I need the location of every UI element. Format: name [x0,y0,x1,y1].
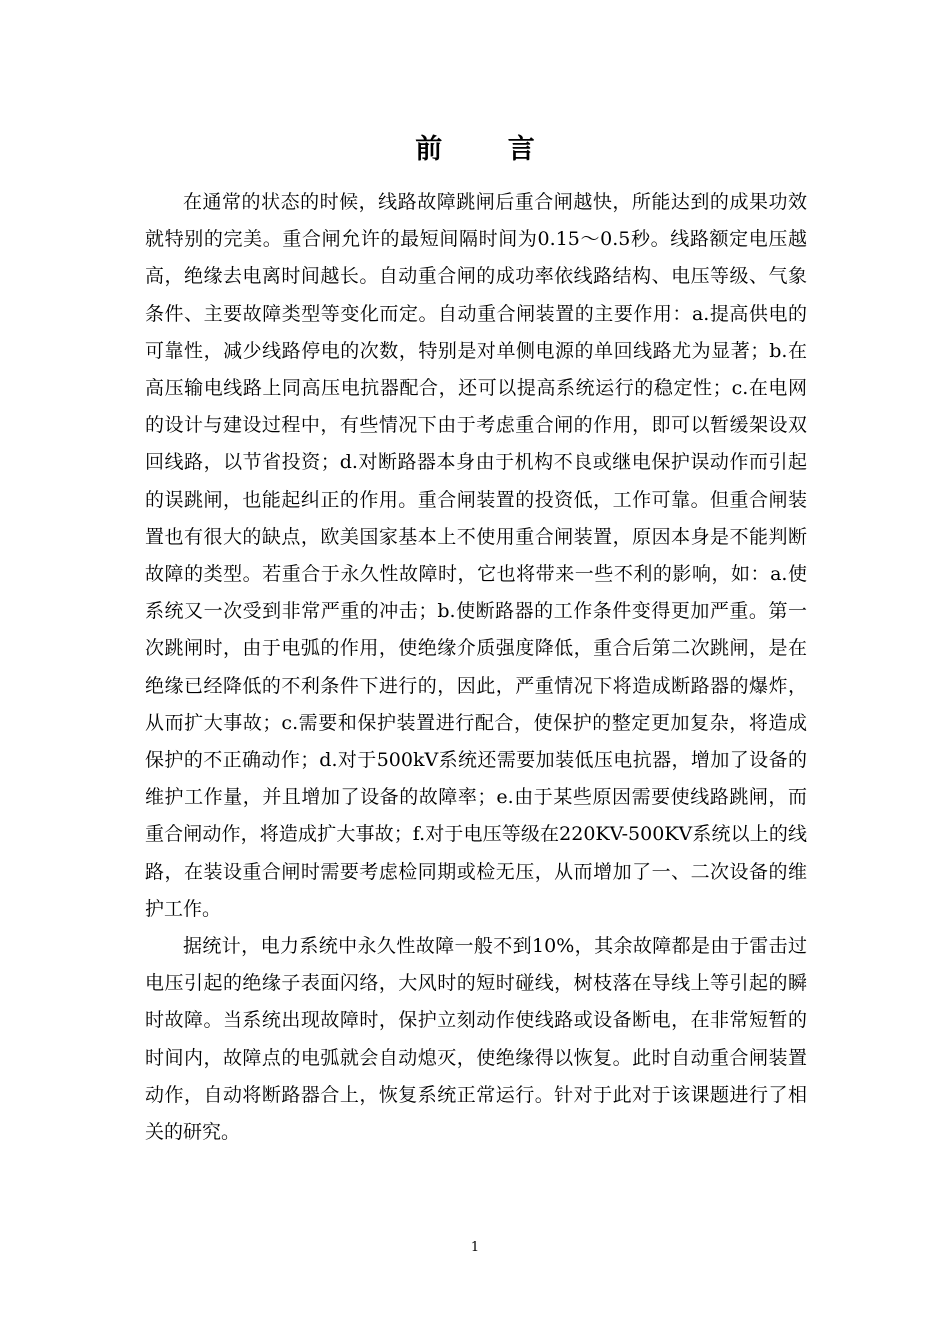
paragraph-1: 在通常的状态的时候，线路故障跳闸后重合闸越快，所能达到的成果功效就特别的完美。重合闸允许的最短间隔时间为0.15～0.5秒。线路额定电压越高，绝缘去电离时间越长。自动重合闸的成功率依线路结构、电压等级、气象条件、主要故障类型等变化而定。自动重合闸装置的主要作用：a.提高供电的可靠性，减少线路停电的次数，特别是对单侧电源的单回线路尤为显著；b.在高压输电线路上同高压电抗器配合，还可以提高系统运行的稳定性；c.在电网的设计与建设过程中，有些情况下由于考虑重合闸的作用，即可以暂缓架设双回线路，以节省投资；d.对断路器本身由于机构不良或继电保护误动作而引起的误跳闸，也能起纠正的作用。重合闸装置的投资低，工作可靠。但重合闸装置也有很大的缺点，欧美国家基本上不使用重合闸装置，原因本身是不能判断故障的类型。若重合于永久性故障时，它也将带来一些不利的影响，如：a.使系统又一次受到非常严重的冲击；b.使断路器的工作条件变得更加严重。第一次跳闸时，由于电弧的作用，使绝缘介质强度降低，重合后第二次跳闸，是在绝缘已经降低的不利条件下进行的，因此，严重情况下将造成断路器的爆炸，从而扩大事故；c.需要和保护装置进行配合，使保护的整定更加复杂，将造成保护的不正确动作；d.对于500kV系统还需要加装低压电抗器，增加了设备的维护工作量，并且增加了设备的故障率；e.由于某些原因需要使线路跳闸，而重合闸动作，将造成扩大事故；f.对于电压等级在220KV-500KV系统以上的线路，在装设重合闸时需要考虑检同期或检无压，从而增加了一、二次设备的维护工作。 [145,191,807,920]
page-number: 1 [470,1240,480,1255]
body-text [145,184,807,1151]
page-title: 前 言 [415,134,563,165]
paragraph-2: 据统计，电力系统中永久性故障一般不到10%，其余故障都是由于雷击过电压引起的绝缘子表面闪络，大风时的短时碰线，树枝落在导线上等引起的瞬时故障。当系统出现故障时，保护立刻动作使线路或设备断电，在非常短暂的时间内，故障点的电弧就会自动熄灭，使绝缘得以恢复。此时自动重合闸装置动作，自动将断路器合上，恢复系统正常运行。针对于此对于该课题进行了相关的研究。 [145,935,807,1144]
